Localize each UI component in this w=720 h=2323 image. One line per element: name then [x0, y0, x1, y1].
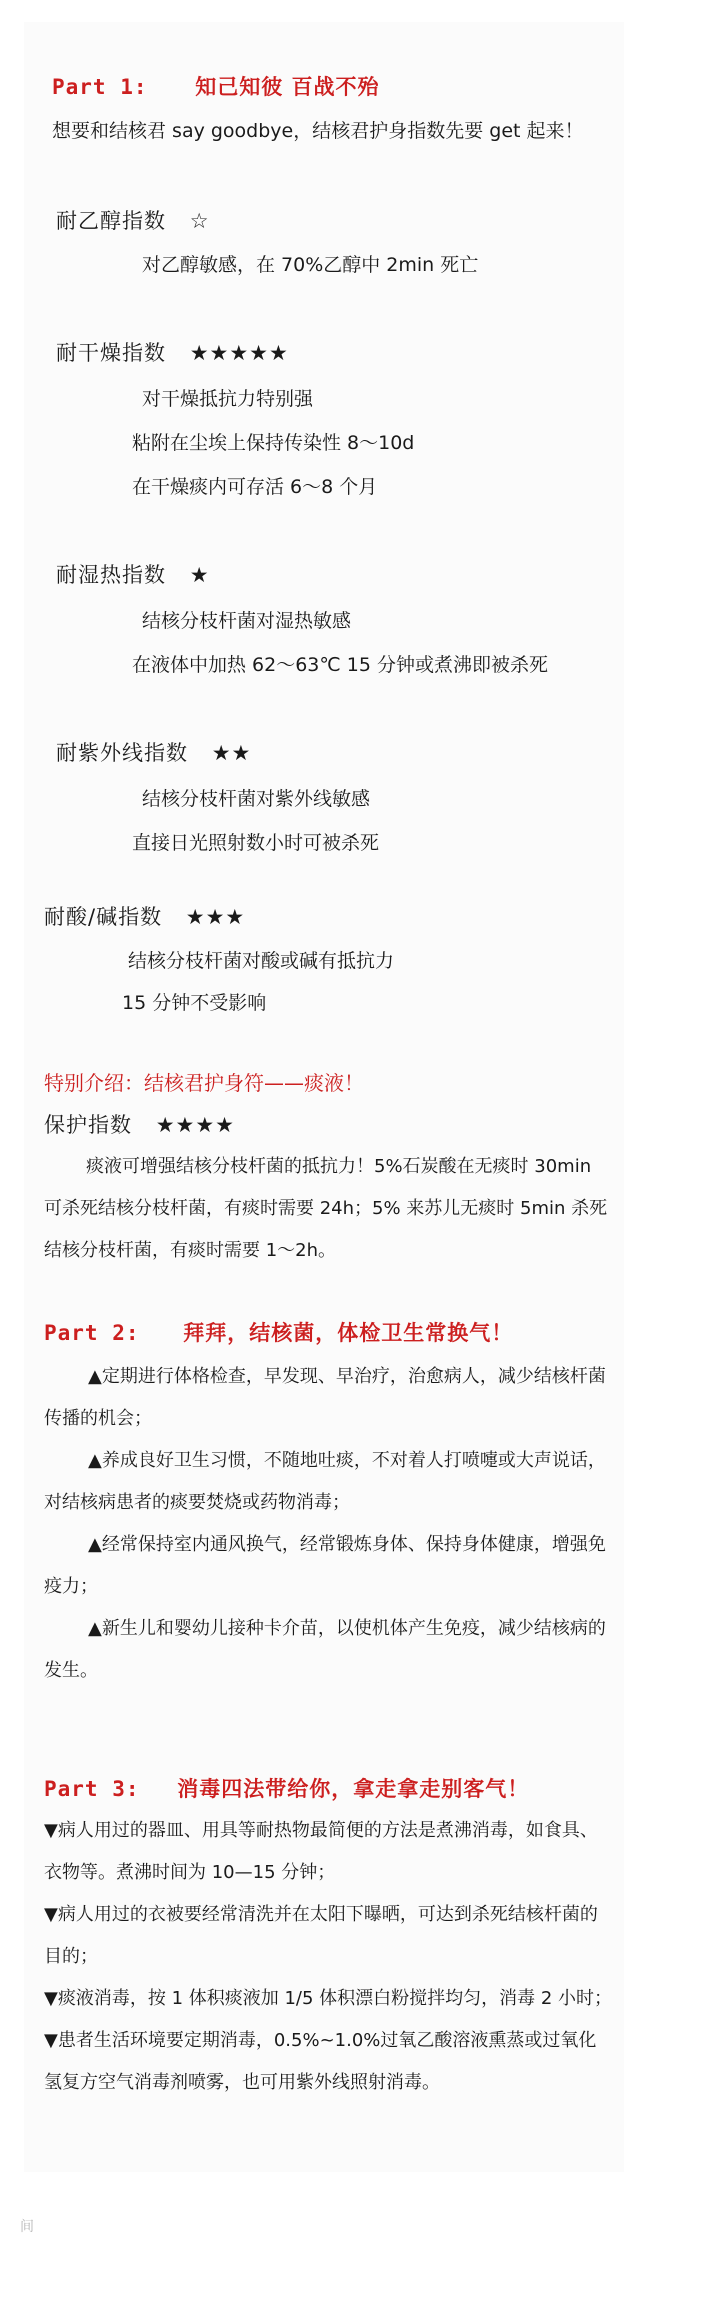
part2-item-3: ▲经常保持室内通风换气，经常锻炼身体、保持身体健康，增强免疫力；	[44, 1534, 606, 1597]
part1-title: 知己知彼 百战不殆	[195, 75, 380, 99]
part2-item-2: ▲养成良好卫生习惯，不随地吐痰，不对着人打喷嚏或大声说话，对结核病患者的痰要焚烧或药物消毒；	[44, 1450, 606, 1513]
dry-line-3: 在干燥痰内可存活 6～8 个月	[132, 476, 378, 498]
acid-stars: ★★★	[185, 905, 246, 929]
part2-item-1: ▲定期进行体格检查，早发现、早治疗，治愈病人，减少结核杆菌传播的机会；	[44, 1366, 606, 1429]
acid-heading	[44, 904, 245, 930]
dry-title: 耐干燥指数	[56, 341, 166, 365]
uv-line-2: 直接日光照射数小时可被杀死	[132, 832, 380, 854]
watermark: 间	[20, 2219, 34, 2235]
dry-heading	[56, 340, 289, 366]
part1-heading	[52, 74, 380, 100]
heat-title: 耐湿热指数	[56, 563, 166, 587]
acid-title: 耐酸/碱指数	[44, 905, 163, 929]
part2-item-4: ▲新生儿和婴幼儿接种卡介苗，以使机体产生免疫，减少结核病的发生。	[44, 1618, 606, 1681]
acid-line-1: 结核分枝杆菌对酸或碱有抵抗力	[128, 950, 395, 972]
part2-title: 拜拜，结核菌，体检卫生常换气！	[183, 1321, 514, 1345]
dry-stars: ★★★★★	[189, 341, 289, 365]
ethanol-heading	[56, 208, 210, 234]
protect-title: 保护指数	[44, 1113, 132, 1137]
heat-line-2: 在液体中加热 62～63℃ 15 分钟或煮沸即被杀死	[132, 654, 548, 676]
part1-label: Part 1:	[52, 75, 148, 99]
protect-heading	[44, 1112, 235, 1138]
acid-line-2: 15 分钟不受影响	[122, 992, 267, 1014]
part3-item-2: ▼病人用过的衣被要经常清洗并在太阳下曝晒，可达到杀死结核杆菌的目的；	[44, 1904, 598, 1967]
part3-item-1: ▼病人用过的器皿、用具等耐热物最简便的方法是煮沸消毒，如食具、衣物等。煮沸时间为 10—15 分钟；	[44, 1820, 598, 1883]
ethanol-line-1: 对乙醇敏感，在 70%乙醇中 2min 死亡	[142, 254, 479, 276]
part2-heading	[44, 1320, 513, 1346]
part3-title: 消毒四法带给你，拿走拿走别客气！	[177, 1777, 530, 1801]
ethanol-stars: ☆	[189, 209, 210, 233]
uv-line-1: 结核分枝杆菌对紫外线敏感	[142, 788, 371, 810]
uv-stars: ★★	[211, 741, 252, 765]
part3-heading	[44, 1776, 529, 1802]
ethanol-title: 耐乙醇指数	[56, 209, 166, 233]
dry-line-1: 对干燥抵抗力特别强	[142, 388, 314, 410]
heat-stars: ★	[189, 563, 210, 587]
dry-line-2: 粘附在尘埃上保持传染性 8～10d	[132, 432, 415, 454]
uv-title: 耐紫外线指数	[56, 741, 188, 765]
heat-line-1: 结核分枝杆菌对湿热敏感	[142, 610, 352, 632]
part3-item-3: ▼痰液消毒，按 1 体积痰液加 1/5 体积漂白粉搅拌均匀，消毒 2 小时；	[44, 1988, 613, 2009]
part2-label: Part 2:	[44, 1321, 140, 1345]
part3-label: Part 3:	[44, 1777, 140, 1801]
heat-heading	[56, 562, 210, 588]
special-text: 痰液可增强结核分枝杆菌的抵抗力！5%石炭酸在无痰时 30min 可杀死结核分枝杆菌，有痰时需要 24h；5% 来苏儿无痰时 5min 杀死结核分枝杆菌，有痰时需要 1～2h。	[44, 1156, 608, 1261]
part3-item-4: ▼患者生活环境要定期消毒，0.5%~1.0%过氧乙酸溶液熏蒸或过氧化氢复方空气消毒剂喷雾，也可用紫外线照射消毒。	[44, 2030, 597, 2093]
part1-intro: 想要和结核君 say goodbye，结核君护身指数先要 get 起来！	[52, 120, 584, 142]
special-title: 特别介绍：结核君护身符——痰液！	[44, 1071, 364, 1095]
protect-stars: ★★★★	[155, 1113, 235, 1137]
uv-heading	[56, 740, 251, 766]
